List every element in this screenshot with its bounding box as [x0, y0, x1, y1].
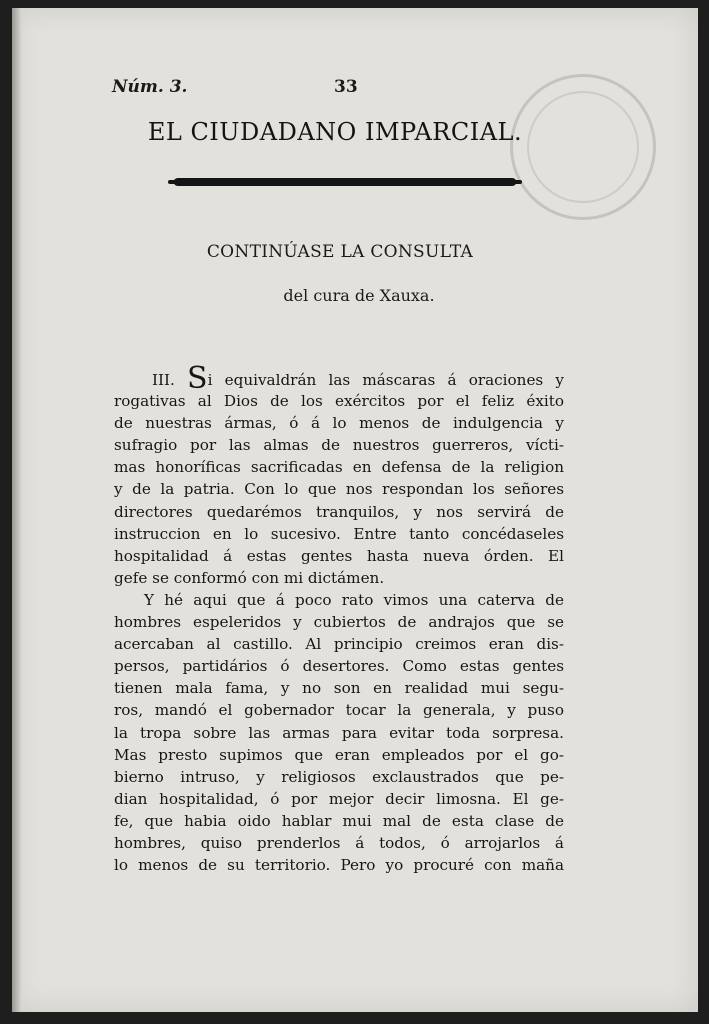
text-line: mas honoríficas sacrificadas en defensa de la religion — [114, 458, 564, 477]
initial-letter: S — [187, 361, 208, 396]
text-line: de nuestras ármas, ó á lo menos de indulgencia y — [114, 414, 564, 433]
text-line: lo menos de su territorio. Pero yo procuré con maña — [114, 856, 564, 875]
text-line: gefe se conformó con mi dictámen. — [114, 568, 385, 587]
text-line: directores quedarémos tranquilos, y nos servirá de — [114, 502, 564, 521]
text-line: la tropa sobre las armas para evitar toda sorpresa. — [114, 723, 564, 742]
text-line-content: i equivaldrán las máscaras á oraciones y — [207, 371, 564, 389]
text-line: y de la patria. Con lo que nos respondan los señores — [114, 480, 564, 499]
text-line — [114, 589, 564, 611]
section-numeral: III. — [152, 371, 175, 389]
text-line-content: Y hé aqui que á poco rato vimos una caterva de — [144, 590, 564, 609]
text-line — [114, 361, 564, 396]
paragraph-2 — [114, 589, 564, 876]
text-line: fe, que habia oido hablar mui mal de esta clase de — [114, 811, 564, 830]
text-line: sufragio por las almas de nuestros guerreros, vícti- — [114, 436, 564, 455]
paragraph-1 — [114, 361, 564, 589]
section-subheading: del cura de Xauxa. — [283, 286, 435, 305]
text-line: Mas presto supimos que eran empleados por el go- — [114, 745, 564, 764]
page-number: 33 — [334, 77, 358, 97]
section-heading: CONTINÚASE LA CONSULTA — [206, 242, 474, 262]
text-line: persos, partidários ó desertores. Como estas gentes — [114, 657, 564, 676]
title-rule — [174, 178, 516, 186]
page-header — [112, 77, 562, 107]
issue-number: Núm. 3. — [112, 77, 188, 97]
text-line: hospitalidad á estas gentes hasta nueva órden. El — [114, 546, 564, 565]
text-line: dian hospitalidad, ó por mejor decir limosna. El ge- — [114, 789, 564, 808]
text-line: bierno intruso, y religiosos exclaustrados que pe- — [114, 767, 564, 786]
text-line: tienen mala fama, y no son en realidad mui segu- — [114, 679, 564, 698]
text-line: hombres, quiso prenderlos á todos, ó arrojarlos á — [114, 833, 564, 852]
page-gutter — [12, 8, 22, 1012]
text-line: acercaban al castillo. Al principio creimos eran dis- — [114, 635, 564, 654]
text-line: ros, mandó el gobernador tocar la generala, y puso — [114, 701, 564, 720]
article-body — [114, 361, 564, 876]
publication-title: EL CIUDADANO IMPARCIAL. — [147, 118, 523, 146]
text-line: instruccion en lo sucesivo. Entre tanto concédaseles — [114, 524, 564, 543]
text-line: rogativas al Dios de los exércitos por el feliz éxito — [114, 392, 564, 411]
text-line: hombres espeleridos y cubiertos de andrajos que se — [114, 613, 564, 632]
